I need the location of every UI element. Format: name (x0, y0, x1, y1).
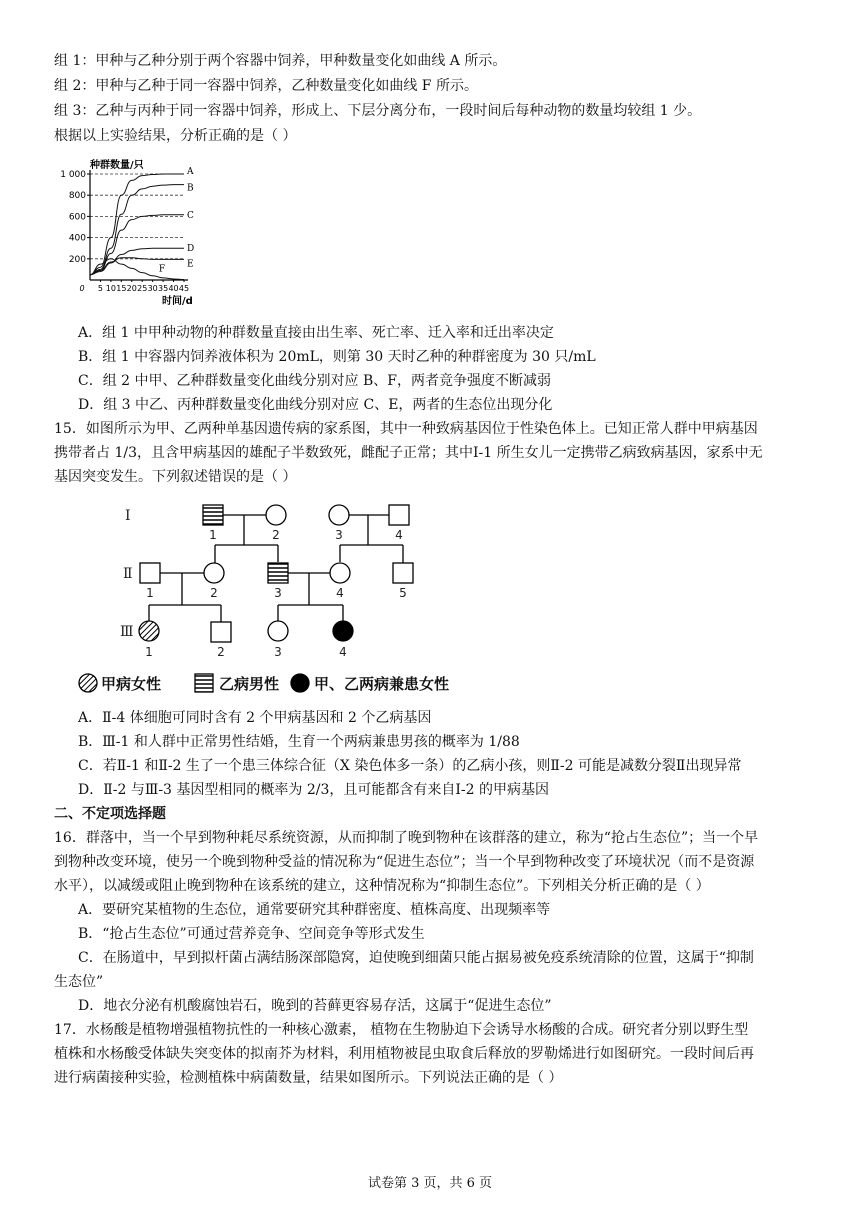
gen3-individual-1-affected-a-female (139, 621, 159, 641)
legend-horiz-hatch-square-icon (195, 674, 213, 692)
group2-text: 组 2：甲种与乙种于同一容器中饲养，乙种数量变化如曲线 F 所示。 (54, 78, 478, 94)
chart-x-tick-label: 40 (168, 284, 179, 293)
q16-stem-line1: 16．群落中，当一个早到物种耗尽系统资源，从而抑制了晚到物种在该群落的建立，称为“抢占生态位”；当一个早 (54, 830, 759, 846)
chart-y-tick-label: 1 000 (60, 170, 86, 180)
chart-x-tick-label: 20 (126, 284, 137, 293)
q16-option-b: B．“抢占生态位”可通过营养竞争、空间竞争等形式发生 (78, 926, 425, 942)
chart-series-label-E: E (187, 259, 194, 270)
gen1-individual-1-affected-b-male (203, 505, 223, 525)
generation-label-2: Ⅱ (123, 566, 133, 582)
gen2-individual-5-male (393, 563, 413, 583)
gen2-individual-4-female (330, 563, 350, 583)
gen3-number-4: 4 (339, 645, 347, 659)
gen1-number-1: 1 (209, 528, 217, 542)
q17-stem-line3: 进行病菌接种实验，检测植株中病菌数量，结果如图所示。下列说法正确的是（ ） (54, 1070, 563, 1086)
pedigree-chart (70, 495, 500, 705)
legend-label-disease-b-male: 乙病男性 (219, 675, 280, 693)
q14-option-b: B．组 1 中容器内饲养液体积为 20mL，则第 30 天时乙种的种群密度为 30 只/mL (78, 349, 596, 365)
gen2-individual-3-affected-b-male (268, 563, 288, 583)
population-growth-chart (54, 158, 204, 308)
q16-stem-line3: 水平），以减缓或阻止晚到物种在该系统的建立，这种情况称为“抑制生态位”。下列相关分析正确的是（ ） (54, 878, 710, 894)
gen3-individual-2-male (211, 622, 231, 642)
q15-option-b: B．Ⅲ-1 和人群中正常男性结婚，生育一个两病兼患男孩的概率为 1/88 (78, 734, 520, 750)
q16-option-d: D．地衣分泌有机酸腐蚀岩石，晚到的苔藓更容易存活，这属于“促进生态位” (78, 998, 552, 1014)
q17-stem-line1: 17．水杨酸是植物增强植物抗性的一种核心激素， 植物在生物胁迫下会诱导水杨酸的合成。研究者分别以野生型 (54, 1022, 749, 1038)
page-footer: 试卷第 3 页，共 6 页 (367, 1176, 493, 1191)
group3-text: 组 3：乙种与丙种于同一容器中饲养，形成上、下层分离分布，一段时间后每种动物的数量均较组 1 少。 (54, 103, 702, 119)
generation-label-1: Ⅰ (125, 508, 131, 524)
gen2-individual-2-female (204, 563, 224, 583)
chart-x-tick-label: 0 (79, 284, 85, 293)
chart-x-tick-label: 10 (105, 284, 116, 293)
question-14-stem: 根据以上实验结果，分析正确的是（ ） (54, 128, 297, 144)
chart-y-tick-label: 400 (68, 233, 86, 244)
q16-option-a: A．要研究某植物的生态位，通常要研究其种群密度、植株高度、出现频率等 (78, 902, 551, 918)
group1-text: 组 1：甲种与乙种分别于两个容器中饲养，甲种数量变化如曲线 A 所示。 (54, 53, 507, 69)
gen1-individual-3-female (329, 505, 349, 525)
chart-series-line-C (90, 215, 184, 275)
q14-option-d: D．组 3 中乙、丙种群数量变化曲线分别对应 C、E，两者的生态位出现分化 (78, 397, 553, 413)
q15-option-d: D．Ⅱ-2 与Ⅲ-3 基因型相同的概率为 2/3，且可能都含有来自Ⅰ-2 的甲病基因 (78, 782, 550, 798)
gen1-number-2: 2 (272, 528, 280, 542)
chart-x-tick-label: 45 (178, 284, 190, 293)
legend-label-disease-a-female: 甲病女性 (101, 675, 162, 693)
gen2-individual-1-male (140, 563, 160, 583)
gen1-number-4: 4 (395, 528, 403, 542)
gen2-number-1: 1 (146, 586, 154, 600)
chart-y-tick-label: 600 (68, 212, 86, 223)
generation-label-3: Ⅲ (120, 624, 134, 640)
gen3-number-2: 2 (217, 645, 225, 659)
section-2-title: 二、不定项选择题 (54, 806, 166, 822)
chart-y-tick-label: 200 (68, 254, 86, 265)
chart-x-tick-label: 5 (97, 284, 103, 293)
chart-y-tick-label: 800 (68, 191, 86, 202)
gen1-number-3: 3 (335, 528, 343, 542)
gen2-number-4: 4 (336, 586, 344, 600)
gen3-individual-4-affected-ab-female (333, 621, 353, 641)
q14-option-c: C．组 2 中甲、乙种群数量变化曲线分别对应 B、F，两者竞争强度不断减弱 (78, 373, 551, 389)
gen1-individual-2-female (266, 505, 286, 525)
q16-option-c-line2: 生态位” (54, 974, 104, 990)
q15-option-a: A．Ⅱ-4 体细胞可同时含有 2 个甲病基因和 2 个乙病基因 (78, 710, 432, 726)
gen3-number-1: 1 (145, 645, 153, 659)
chart-x-tick-label: 30 (147, 284, 158, 293)
chart-series-label-B: B (187, 183, 194, 194)
chart-y-axis-label: 种群数量/只 (90, 160, 144, 171)
chart-series-label-A: A (187, 167, 194, 177)
chart-series-label-C: C (187, 210, 194, 221)
chart-x-axis-label: 时间/d (162, 296, 193, 307)
chart-x-tick-label: 15 (116, 284, 127, 293)
q14-option-a: A．组 1 中甲种动物的种群数量直接由出生率、死亡率、迁入率和迁出率决定 (78, 325, 554, 341)
gen2-number-5: 5 (399, 586, 407, 600)
gen3-number-3: 3 (274, 645, 282, 659)
gen2-number-3: 3 (274, 586, 282, 600)
q15-stem-line1: 15．如图所示为甲、乙两种单基因遗传病的家系图，其中一种致病基因位于性染色体上。已知正常人群中甲病基因 (54, 421, 758, 437)
chart-x-tick-label: 35 (158, 284, 169, 293)
legend-diag-hatch-circle-icon (79, 674, 97, 692)
q15-stem-line2: 携带者占 1/3，且含甲病基因的雄配子半数致死，雌配子正常；其中Ⅰ-1 所生女儿一定携带乙病致病基因，家系中无 (54, 445, 763, 461)
legend-solid-circle-icon (291, 674, 309, 692)
chart-x-tick-label: 25 (137, 284, 148, 293)
gen2-number-2: 2 (210, 586, 218, 600)
q16-stem-line2: 到物种改变环境，使另一个晚到物种受益的情况称为“促进生态位”；当一个早到物种改变了环境状况（而不是资源 (54, 854, 755, 870)
q16-option-c-line1: C．在肠道中，早到拟杆菌占满结肠深部隐窝，迫使晚到细菌只能占据易被免疫系统清除的位置，这属于“抑制 (78, 950, 754, 966)
gen1-individual-4-male (389, 505, 409, 525)
q15-stem-line3: 基因突变发生。下列叙述错误的是（ ） (54, 469, 297, 485)
gen3-individual-3-female (268, 621, 288, 641)
q15-option-c: C．若Ⅱ-1 和Ⅱ-2 生了一个患三体综合征（X 染色体多一条）的乙病小孩，则Ⅱ-2 可能是减数分裂Ⅱ出现异常 (78, 758, 742, 774)
chart-series-label-F: F (158, 264, 166, 275)
q17-stem-line2: 植株和水杨酸受体缺失突变体的拟南芥为材料，利用植物被昆虫取食后释放的罗勒烯进行如图研究。一段时间后再 (54, 1046, 754, 1062)
legend-label-both-diseases-female: 甲、乙两病兼患女性 (314, 675, 450, 693)
chart-series-label-D: D (187, 244, 195, 255)
